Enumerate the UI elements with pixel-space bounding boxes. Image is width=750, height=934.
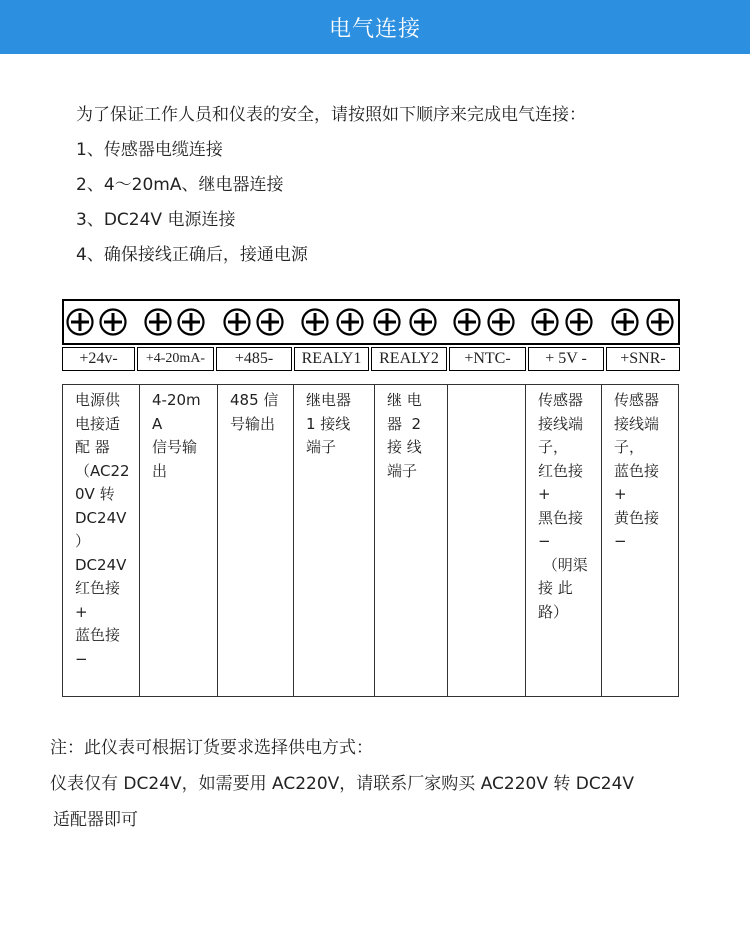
terminal-label: +NTC- [449,347,526,371]
intro-lead: 为了保证工作人员和仪表的安全，请按照如下顺序来完成电气连接： [76,105,586,125]
screw-terminal-icon [336,308,364,336]
screw-terminal-icon [373,308,401,336]
step-item: 3、DC24V 电源连接 [76,210,236,230]
terminal-labels [62,347,680,373]
screw-terminal-icon [177,308,205,336]
terminal-label: +4-20mA- [137,347,214,371]
description-cell [448,385,526,696]
screw-terminal-icon [565,308,593,336]
screw-terminal-icon [409,308,437,336]
screw-terminal-icon [223,308,251,336]
step-item: 1、传感器电缆连接 [76,140,223,160]
note-line: 适配器即可 [53,810,138,830]
note-line: 仪表仅有 DC24V，如需要用 AC220V，请联系厂家购买 AC220V 转 DC24V [50,774,635,794]
description-cell: 传感器 接线端 子， 红色接 + 黑色接 − （明渠 接 此 路） [526,385,602,696]
terminal-label: REALY2 [371,347,447,371]
intro-section [76,98,716,273]
terminal-label: +SNR- [606,347,680,371]
terminal-strip [62,299,680,345]
screw-terminal-icon [99,308,127,336]
terminal-label: +24v- [62,347,135,371]
screw-terminal-icon [453,308,481,336]
screw-terminal-icon [531,308,559,336]
description-cell: 4-20mA 信号输 出 [140,385,218,696]
step-item: 2、4～20mA、继电器连接 [76,175,284,195]
terminal-description-table [62,384,679,697]
terminal-label: REALY1 [294,347,369,371]
screw-terminal-icon [256,308,284,336]
description-cell: 485 信 号输出 [218,385,294,696]
description-cell: 继电器 1 接线 端子 [294,385,375,696]
screw-terminal-icon [611,308,639,336]
step-item: 4、确保接线正确后，接通电源 [76,245,308,265]
description-cell: 传感器 接线端 子， 蓝色接 + 黄色接 − [614,391,660,550]
screw-terminal-icon [301,308,329,336]
page-title: 电气连接 [328,16,421,42]
terminal-label: +485- [216,347,292,371]
description-cell: 继 电 器 2 接 线 端子 [375,385,448,696]
screw-terminal-icon [487,308,515,336]
description-cell: 电源供 电接适 配 器 （AC22 0V 转 DC24V ） DC24V 红色接 + 蓝色接 − [63,385,140,696]
terminal-label: + 5V - [528,347,604,371]
screw-terminal-icon [646,308,674,336]
screw-terminal-icon [144,308,172,336]
note-line: 注：此仪表可根据订货要求选择供电方式： [50,738,373,758]
page-header [0,0,750,54]
note-section [50,730,730,838]
screw-terminal-icon [66,308,94,336]
